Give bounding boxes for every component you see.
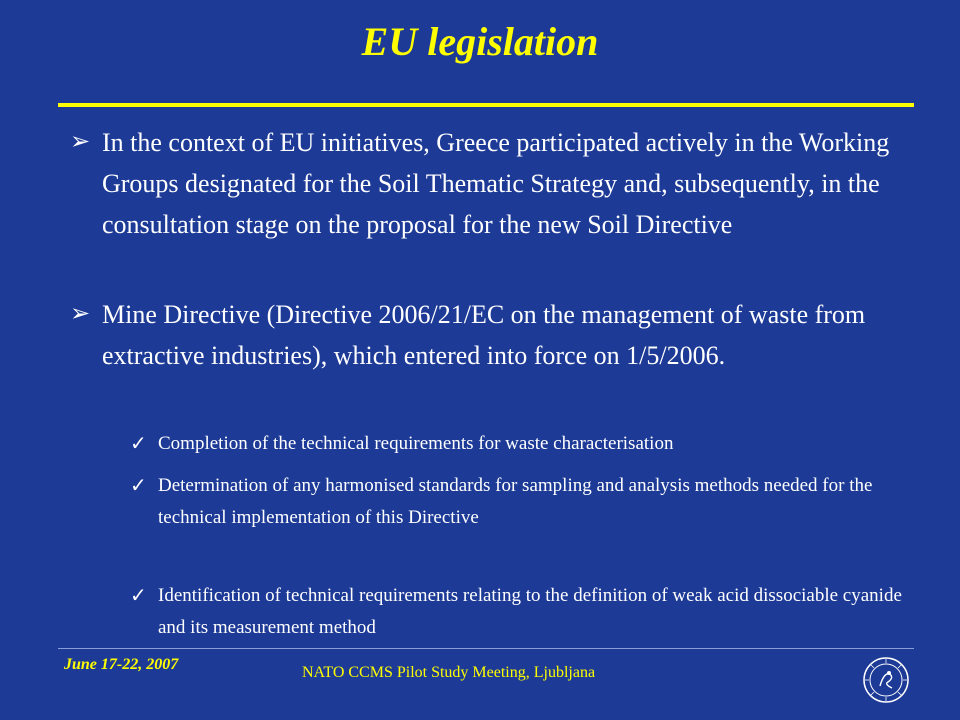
bullet-text: In the context of EU initiatives, Greece participated actively in the Working Groups designated for the Soil Thematic Strategy and, subsequently, in the consultation stage on the proposal for the new Soil Directive — [102, 128, 890, 239]
footer-divider — [58, 648, 914, 649]
checkmark-icon: ✓ — [130, 585, 147, 607]
footer-meeting-name: NATO CCMS Pilot Study Meeting, Ljubljana — [302, 664, 596, 681]
bullet-item — [70, 122, 900, 245]
sub-bullet-text: Identification of technical requirements relating to the definition of weak acid dissociable cyanide and its measurement method — [158, 585, 902, 638]
checkmark-icon: ✓ — [130, 433, 147, 455]
arrow-bullet-icon: ➢ — [70, 129, 91, 155]
sub-bullet-item — [130, 580, 910, 644]
arrow-bullet-icon: ➢ — [70, 301, 91, 327]
checkmark-icon: ✓ — [130, 475, 147, 497]
bullet-text: Mine Directive (Directive 2006/21/EC on the management of waste from extractive industries), which entered into force on 1/5/2006. — [102, 300, 866, 370]
title-divider — [58, 103, 914, 107]
sub-bullet-text: Determination of any harmonised standards for sampling and analysis methods needed for the technical implementation of this Directive — [158, 475, 873, 528]
sub-bullet-item — [130, 428, 910, 460]
university-seal-icon — [862, 656, 910, 704]
sub-bullet-text: Completion of the technical requirements for waste characterisation — [158, 433, 674, 454]
footer-date: June 17-22, 2007 — [64, 656, 179, 673]
slide-title: EU legislation — [361, 19, 599, 64]
sub-bullet-item — [130, 470, 910, 534]
bullet-item — [70, 294, 900, 376]
